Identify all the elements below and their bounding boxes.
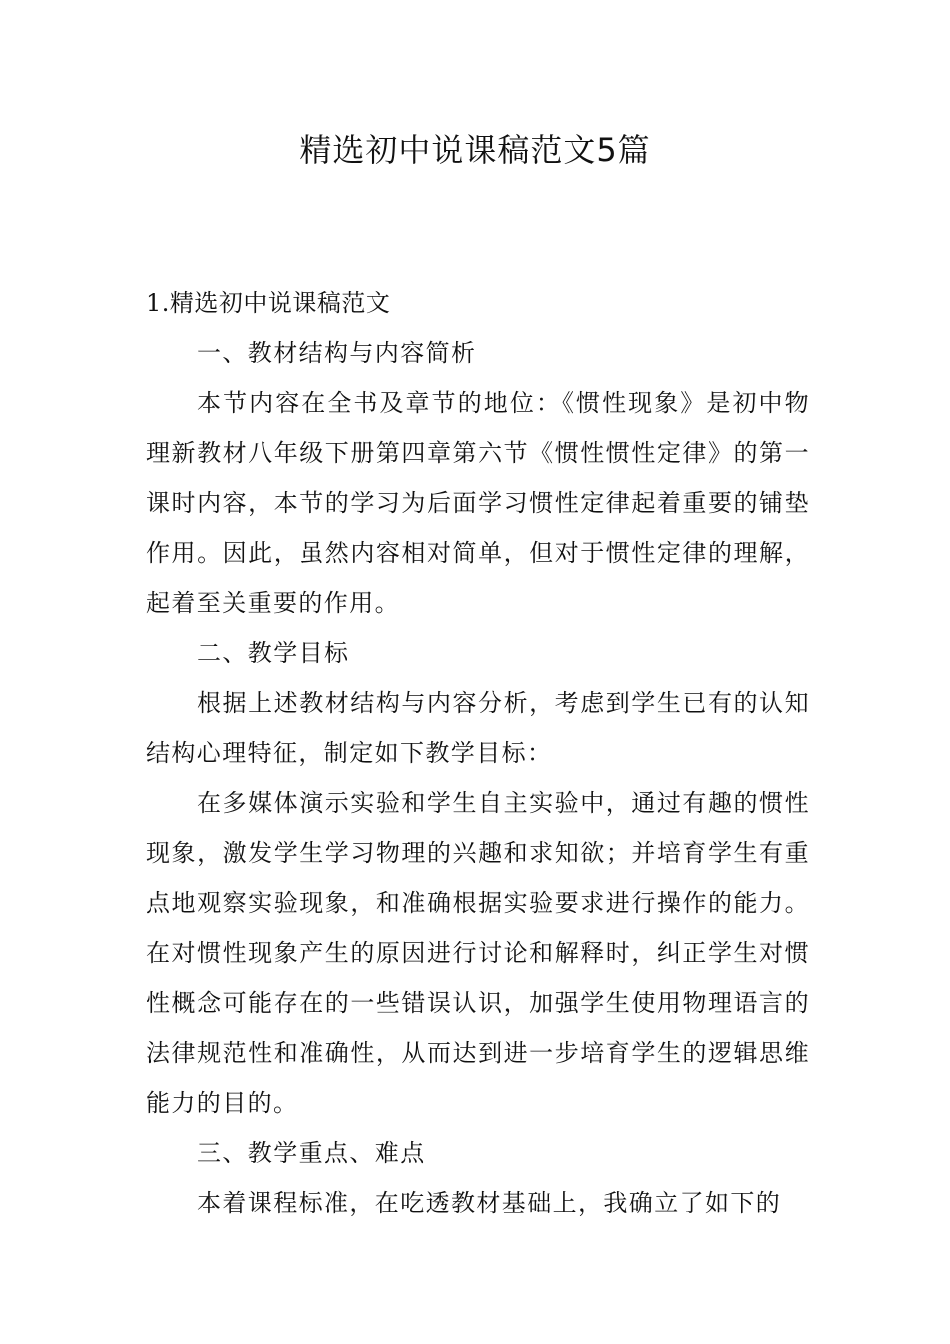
body-paragraph: 在多媒体演示实验和学生自主实验中，通过有趣的惯性现象，激发学生学习物理的兴趣和求知欲；并培育学生有重点地观察实验现象，和准确根据实验要求进行操作的能力。在对惯性现象产生的原因进行讨论和解释时，纠正学生对惯性概念可能存在的一些错误认识，加强学生使用物理语言的法律规范性和准确性，从而达到进一步培育学生的逻辑思维能力的目的。	[146, 789, 810, 1117]
body-paragraph: 本节内容在全书及章节的地位：《惯性现象》是初中物理新教材八年级下册第四章第六节《惯性惯性定律》的第一课时内容，本节的学习为后面学习惯性定律起着重要的铺垫作用。因此，虽然内容相对简单，但对于惯性定律的理解，起着至关重要的作用。	[146, 389, 810, 617]
document-body	[146, 278, 810, 1228]
document-title: 精选初中说课稿范文5篇	[299, 131, 651, 169]
body-paragraph: 根据上述教材结构与内容分析，考虑到学生已有的认知结构心理特征，制定如下教学目标：	[146, 689, 810, 767]
subsection-heading: 三、教学重点、难点	[197, 1139, 426, 1167]
section-title: 1.精选初中说课稿范文	[146, 289, 391, 317]
body-paragraph: 本着课程标准，在吃透教材基础上，我确立了如下的	[197, 1189, 782, 1217]
subsection-heading: 二、教学目标	[197, 639, 350, 667]
subsection-heading: 一、教材结构与内容简析	[197, 339, 477, 367]
